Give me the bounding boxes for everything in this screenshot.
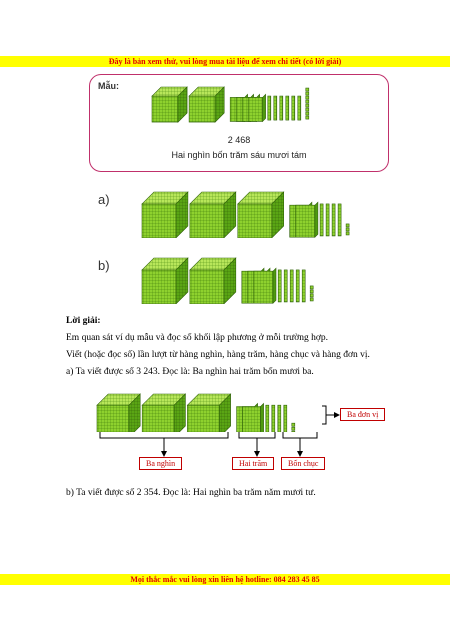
ten-rod: [274, 96, 277, 120]
ten-rod: [298, 96, 301, 120]
unit-cube: [306, 112, 309, 115]
ten-rod: [302, 270, 305, 302]
sample-number-words: Hai nghìn bốn trăm sáu mươi tám: [171, 150, 307, 160]
units-label: Ba đơn vị: [340, 408, 385, 421]
hundreds-label: Hai trăm: [232, 457, 274, 470]
unit-cube: [310, 294, 313, 297]
brackets-and-arrows: [95, 430, 345, 460]
unit-cube: [306, 92, 309, 95]
ten-rod: [278, 270, 281, 302]
sample-blocks-illustration: [150, 85, 330, 131]
unit-cube: [306, 108, 309, 111]
unit-cube: [306, 96, 309, 99]
hundred-flat: [254, 271, 273, 303]
sample-label: Mẫu:: [98, 81, 119, 91]
unit-cube: [310, 286, 313, 289]
unit-cube: [306, 104, 309, 107]
solution-answer-b: b) Ta viết được số 2 354. Đọc là: Hai nghìn ba trăm năm mươi tư.: [66, 488, 316, 498]
ten-rod: [284, 270, 287, 302]
ten-rod: [338, 204, 341, 236]
thousand-cube: [187, 405, 219, 432]
solution-line-1: Em quan sát ví dụ mẫu và đọc số khối lập phương ở mỗi trường hợp.: [66, 333, 329, 343]
sample-number: 2 468: [227, 135, 251, 145]
unit-cube: [306, 100, 309, 103]
part-a-blocks-illustration: [140, 190, 380, 238]
unit-cube: [346, 232, 349, 235]
tens-label: Bốn chục: [281, 457, 325, 470]
unit-cube: [346, 228, 349, 231]
ten-rod: [296, 270, 299, 302]
sample-box: [89, 74, 389, 172]
part-b-blocks-illustration: [140, 256, 380, 304]
unit-cube: [310, 298, 313, 301]
thousand-cube: [190, 270, 224, 304]
ten-rod: [332, 204, 335, 236]
thousand-cube: [142, 405, 174, 432]
thousand-cube: [189, 96, 215, 122]
hundred-flat: [243, 407, 261, 433]
thousand-cube: [190, 204, 224, 238]
hotline-banner: Mọi thắc mắc vui lòng xin liên hệ hotline: 084 283 45 85: [0, 574, 450, 585]
part-b-label: b): [98, 258, 110, 273]
hundred-flat: [296, 205, 315, 237]
part-a-label: a): [98, 192, 110, 207]
ten-rod: [284, 405, 287, 432]
ten-rod: [290, 270, 293, 302]
hundred-flat: [248, 97, 262, 121]
ten-rod: [292, 96, 295, 120]
ten-rod: [278, 405, 281, 432]
ten-rod: [286, 96, 289, 120]
solution-line-2: Viết (hoặc đọc số) lần lượt từ hàng nghìn, hàng trăm, hàng chục và hàng đơn vị.: [66, 350, 370, 360]
ten-rod: [280, 96, 283, 120]
solution-heading: Lời giải:: [66, 316, 101, 326]
ten-rod: [320, 204, 323, 236]
thousand-cube: [97, 405, 129, 432]
ten-rod: [268, 96, 271, 120]
thousand-cube: [142, 204, 176, 238]
unit-cube: [306, 88, 309, 91]
unit-cube: [310, 290, 313, 293]
ten-rod: [272, 405, 275, 432]
unit-cube: [346, 224, 349, 227]
unit-cube: [306, 116, 309, 119]
ten-rod: [326, 204, 329, 236]
unit-cube: [292, 423, 295, 426]
thousands-label: Ba nghìn: [139, 457, 182, 470]
thousand-cube: [142, 270, 176, 304]
ten-rod: [266, 405, 269, 432]
preview-banner: Đây là bản xem thử, vui lòng mua tài liệu để xem chi tiết (có lời giải): [0, 56, 450, 67]
thousand-cube: [238, 204, 272, 238]
solution-answer-a: a) Ta viết được số 3 243. Đọc là: Ba nghìn hai trăm bốn mươi ba.: [66, 367, 314, 377]
labeled-blocks-illustration: [95, 392, 335, 432]
thousand-cube: [152, 96, 178, 122]
